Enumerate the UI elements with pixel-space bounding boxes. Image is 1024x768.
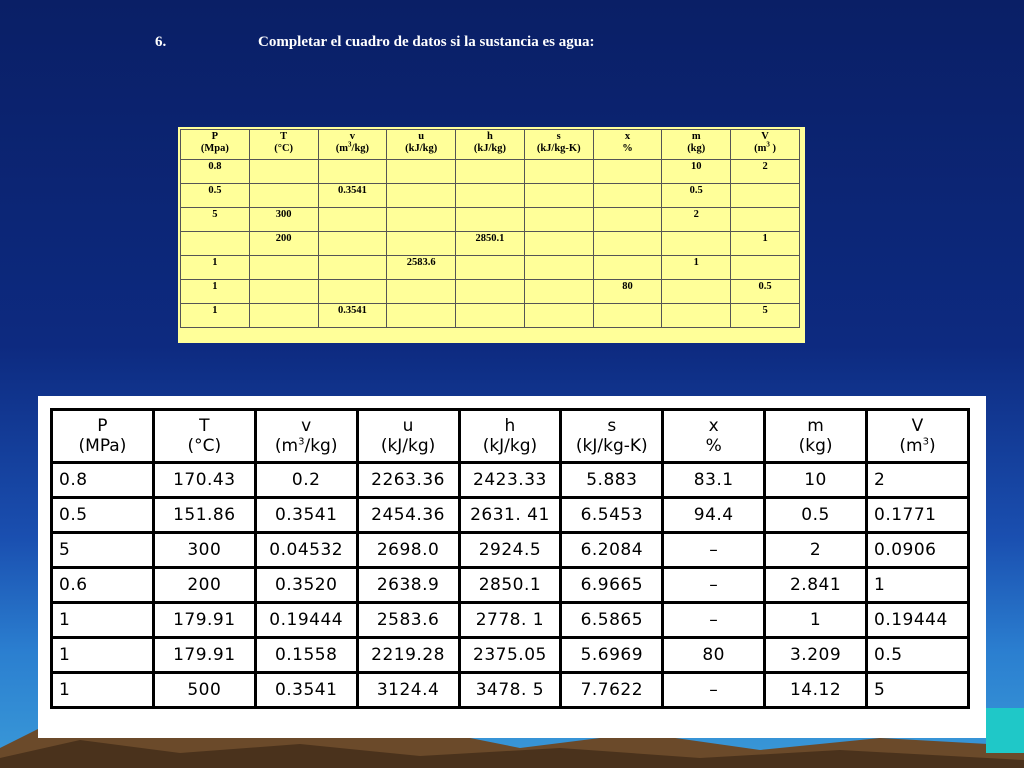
table-cell: 0.5 bbox=[731, 280, 800, 304]
solution-table-panel bbox=[38, 396, 986, 738]
table-cell: 2 bbox=[662, 208, 731, 232]
table-cell: 0.3541 bbox=[255, 498, 357, 533]
table-cell: – bbox=[663, 568, 765, 603]
column-header-8 bbox=[662, 130, 731, 160]
column-symbol: x bbox=[708, 416, 719, 436]
table-cell bbox=[593, 184, 662, 208]
column-unit: (kJ/kg) bbox=[482, 436, 538, 456]
unit-exponent: 3 bbox=[298, 436, 305, 448]
table-cell bbox=[387, 160, 456, 184]
table-cell: 2850.1 bbox=[456, 232, 525, 256]
table-cell: 170.43 bbox=[153, 463, 255, 498]
table-cell bbox=[593, 160, 662, 184]
table-cell bbox=[456, 280, 525, 304]
column-header-6 bbox=[524, 130, 593, 160]
table-cell: 0.1558 bbox=[255, 638, 357, 673]
table-cell bbox=[524, 160, 593, 184]
solution-table bbox=[50, 408, 970, 709]
table-cell: 5.883 bbox=[561, 463, 663, 498]
table-cell bbox=[318, 160, 387, 184]
column-unit: (°C) bbox=[187, 436, 222, 456]
table-cell: 0.6 bbox=[52, 568, 154, 603]
table-cell bbox=[662, 232, 731, 256]
table-cell bbox=[387, 232, 456, 256]
table-cell: 80 bbox=[663, 638, 765, 673]
column-unit: (kJ/kg) bbox=[473, 143, 506, 154]
table-cell: 10 bbox=[662, 160, 731, 184]
column-unit: % bbox=[705, 436, 722, 456]
table-cell: 0.2 bbox=[255, 463, 357, 498]
column-symbol: u bbox=[418, 131, 425, 142]
table-cell: 10 bbox=[765, 463, 867, 498]
table-cell: 5 bbox=[52, 533, 154, 568]
table-cell: 500 bbox=[153, 673, 255, 708]
table-header-row bbox=[181, 130, 800, 160]
table-row bbox=[52, 533, 969, 568]
table-cell bbox=[524, 280, 593, 304]
column-header-3 bbox=[255, 410, 357, 463]
table-cell: 2375.05 bbox=[459, 638, 561, 673]
problem-statement: Completar el cuadro de datos si la sustancia es agua: bbox=[258, 34, 595, 50]
table-row bbox=[181, 280, 800, 304]
column-symbol: m bbox=[691, 131, 701, 142]
table-row bbox=[52, 568, 969, 603]
table-cell: – bbox=[663, 603, 765, 638]
column-header-4 bbox=[387, 130, 456, 160]
unit-suffix: ) bbox=[928, 436, 936, 456]
table-cell: 179.91 bbox=[153, 638, 255, 673]
table-cell: 0.3541 bbox=[318, 304, 387, 328]
column-header-1 bbox=[52, 410, 154, 463]
table-cell: 80 bbox=[593, 280, 662, 304]
table-header-row bbox=[52, 410, 969, 463]
table-cell: 2778. 1 bbox=[459, 603, 561, 638]
table-cell bbox=[387, 280, 456, 304]
table-cell: 300 bbox=[249, 208, 318, 232]
column-unit: (kg) bbox=[798, 436, 833, 456]
column-unit bbox=[868, 436, 967, 456]
table-cell bbox=[662, 280, 731, 304]
table-cell: 5 bbox=[731, 304, 800, 328]
column-symbol: T bbox=[280, 131, 288, 142]
table-cell bbox=[456, 256, 525, 280]
column-symbol: V bbox=[761, 131, 769, 142]
table-row bbox=[181, 304, 800, 328]
table-cell bbox=[456, 160, 525, 184]
table-cell: 300 bbox=[153, 533, 255, 568]
table-cell bbox=[593, 304, 662, 328]
table-cell: 2.841 bbox=[765, 568, 867, 603]
column-symbol: T bbox=[199, 416, 210, 436]
column-header-6 bbox=[561, 410, 663, 463]
table-cell bbox=[387, 304, 456, 328]
column-unit: (MPa) bbox=[78, 436, 127, 456]
column-unit bbox=[257, 436, 356, 456]
table-cell: 0.8 bbox=[181, 160, 250, 184]
table-cell bbox=[524, 304, 593, 328]
unit-exponent: 3 bbox=[348, 140, 352, 149]
table-cell: 2583.6 bbox=[357, 603, 459, 638]
column-unit: (kJ/kg-K) bbox=[575, 436, 648, 456]
column-symbol: u bbox=[402, 416, 414, 436]
table-cell: 151.86 bbox=[153, 498, 255, 533]
column-unit: (kJ/kg-K) bbox=[536, 143, 581, 154]
table-row bbox=[181, 184, 800, 208]
table-cell: 1 bbox=[52, 673, 154, 708]
table-cell bbox=[318, 280, 387, 304]
table-cell: 2924.5 bbox=[459, 533, 561, 568]
table-cell: 1 bbox=[765, 603, 867, 638]
table-cell: 14.12 bbox=[765, 673, 867, 708]
table-cell: 2583.6 bbox=[387, 256, 456, 280]
unit-prefix: (m bbox=[754, 143, 767, 154]
column-unit: (Mpa) bbox=[200, 143, 229, 154]
table-row bbox=[52, 673, 969, 708]
table-row bbox=[52, 498, 969, 533]
table-row bbox=[52, 638, 969, 673]
table-cell: 2631. 41 bbox=[459, 498, 561, 533]
table-cell: 2638.9 bbox=[357, 568, 459, 603]
table-cell: 0.5 bbox=[765, 498, 867, 533]
table-cell: 0.5 bbox=[52, 498, 154, 533]
table-cell: 200 bbox=[249, 232, 318, 256]
table-cell: 2 bbox=[731, 160, 800, 184]
table-cell: 0.3520 bbox=[255, 568, 357, 603]
table-cell bbox=[387, 184, 456, 208]
table-cell: 2219.28 bbox=[357, 638, 459, 673]
table-cell: 83.1 bbox=[663, 463, 765, 498]
table-cell: 0.04532 bbox=[255, 533, 357, 568]
table-cell bbox=[731, 208, 800, 232]
table-cell bbox=[456, 304, 525, 328]
table-cell: 2454.36 bbox=[357, 498, 459, 533]
column-header-4 bbox=[357, 410, 459, 463]
table-cell: 5.6969 bbox=[561, 638, 663, 673]
problem-table bbox=[180, 129, 800, 328]
table-cell: 200 bbox=[153, 568, 255, 603]
slide-title bbox=[155, 34, 595, 51]
column-unit bbox=[319, 140, 387, 155]
table-cell: 6.2084 bbox=[561, 533, 663, 568]
table-cell bbox=[731, 184, 800, 208]
table-cell: 1 bbox=[181, 256, 250, 280]
table-cell bbox=[318, 208, 387, 232]
table-cell: 1 bbox=[731, 232, 800, 256]
table-cell bbox=[249, 160, 318, 184]
table-cell: 2423.33 bbox=[459, 463, 561, 498]
column-symbol: h bbox=[504, 416, 516, 436]
unit-exponent: 3 bbox=[766, 140, 770, 149]
column-header-9 bbox=[867, 410, 969, 463]
table-cell: 6.9665 bbox=[561, 568, 663, 603]
column-header-7 bbox=[663, 410, 765, 463]
table-cell: 0.3541 bbox=[318, 184, 387, 208]
table-cell: 6.5865 bbox=[561, 603, 663, 638]
table-cell: 1 bbox=[181, 280, 250, 304]
table-cell: 0.8 bbox=[52, 463, 154, 498]
problem-table-panel bbox=[178, 127, 805, 343]
table-cell: – bbox=[663, 533, 765, 568]
table-row bbox=[181, 256, 800, 280]
table-cell: 2698.0 bbox=[357, 533, 459, 568]
table-row bbox=[181, 208, 800, 232]
table-cell: 3478. 5 bbox=[459, 673, 561, 708]
table-cell bbox=[249, 256, 318, 280]
table-cell: 0.5 bbox=[181, 184, 250, 208]
column-header-3 bbox=[318, 130, 387, 160]
unit-suffix: ) bbox=[769, 143, 776, 154]
table-cell: 2 bbox=[867, 463, 969, 498]
table-cell bbox=[662, 304, 731, 328]
table-row bbox=[52, 603, 969, 638]
table-cell: 2850.1 bbox=[459, 568, 561, 603]
table-cell: 6.5453 bbox=[561, 498, 663, 533]
table-cell: 2263.36 bbox=[357, 463, 459, 498]
table-cell bbox=[524, 232, 593, 256]
table-cell bbox=[249, 304, 318, 328]
table-cell bbox=[181, 232, 250, 256]
table-row bbox=[52, 463, 969, 498]
table-row bbox=[181, 160, 800, 184]
table-cell: 5 bbox=[867, 673, 969, 708]
column-symbol: P bbox=[97, 416, 108, 436]
unit-prefix: (m bbox=[335, 143, 349, 154]
unit-suffix: /kg) bbox=[304, 436, 338, 456]
column-symbol: v bbox=[349, 131, 356, 142]
column-unit: (kJ/kg) bbox=[380, 436, 436, 456]
table-cell bbox=[524, 256, 593, 280]
table-cell: 1 bbox=[662, 256, 731, 280]
table-cell bbox=[249, 184, 318, 208]
table-cell bbox=[456, 184, 525, 208]
problem-number: 6. bbox=[155, 34, 167, 50]
table-cell: – bbox=[663, 673, 765, 708]
column-symbol: s bbox=[556, 131, 561, 142]
table-cell: 5 bbox=[181, 208, 250, 232]
table-cell: 3.209 bbox=[765, 638, 867, 673]
unit-prefix: (m bbox=[274, 436, 299, 456]
table-cell bbox=[593, 232, 662, 256]
table-cell: 1 bbox=[181, 304, 250, 328]
table-cell: 7.7622 bbox=[561, 673, 663, 708]
column-header-5 bbox=[456, 130, 525, 160]
table-cell: 179.91 bbox=[153, 603, 255, 638]
table-cell: 2 bbox=[765, 533, 867, 568]
column-unit: (kg) bbox=[687, 143, 706, 154]
table-cell: 1 bbox=[867, 568, 969, 603]
table-cell bbox=[524, 184, 593, 208]
table-cell: 0.5 bbox=[867, 638, 969, 673]
column-header-9 bbox=[731, 130, 800, 160]
table-cell: 3124.4 bbox=[357, 673, 459, 708]
unit-exponent: 3 bbox=[922, 436, 929, 448]
column-header-7 bbox=[593, 130, 662, 160]
column-unit: (kJ/kg) bbox=[405, 143, 438, 154]
table-cell: 1 bbox=[52, 638, 154, 673]
table-cell bbox=[318, 256, 387, 280]
column-header-5 bbox=[459, 410, 561, 463]
column-header-2 bbox=[249, 130, 318, 160]
table-cell: 0.19444 bbox=[867, 603, 969, 638]
column-header-1 bbox=[181, 130, 250, 160]
table-cell bbox=[387, 208, 456, 232]
column-unit: % bbox=[622, 143, 633, 154]
table-cell bbox=[524, 208, 593, 232]
column-symbol: v bbox=[301, 416, 312, 436]
column-header-2 bbox=[153, 410, 255, 463]
unit-prefix: (m bbox=[899, 436, 923, 456]
table-cell: 0.0906 bbox=[867, 533, 969, 568]
column-unit bbox=[731, 140, 799, 155]
column-symbol: x bbox=[624, 131, 631, 142]
column-symbol: V bbox=[911, 416, 924, 436]
table-cell bbox=[456, 208, 525, 232]
column-header-8 bbox=[765, 410, 867, 463]
unit-suffix: /kg) bbox=[351, 143, 370, 154]
column-symbol: P bbox=[211, 131, 219, 142]
column-symbol: h bbox=[487, 131, 493, 142]
table-cell bbox=[731, 256, 800, 280]
table-cell: 94.4 bbox=[663, 498, 765, 533]
column-symbol: m bbox=[807, 416, 824, 436]
table-cell: 0.1771 bbox=[867, 498, 969, 533]
table-cell bbox=[593, 208, 662, 232]
table-cell: 1 bbox=[52, 603, 154, 638]
table-cell: 0.19444 bbox=[255, 603, 357, 638]
column-symbol: s bbox=[607, 416, 617, 436]
table-cell bbox=[593, 256, 662, 280]
table-cell bbox=[318, 232, 387, 256]
table-row bbox=[181, 232, 800, 256]
table-cell: 0.3541 bbox=[255, 673, 357, 708]
table-cell bbox=[249, 280, 318, 304]
table-cell: 0.5 bbox=[662, 184, 731, 208]
column-unit: (°C) bbox=[274, 143, 294, 154]
